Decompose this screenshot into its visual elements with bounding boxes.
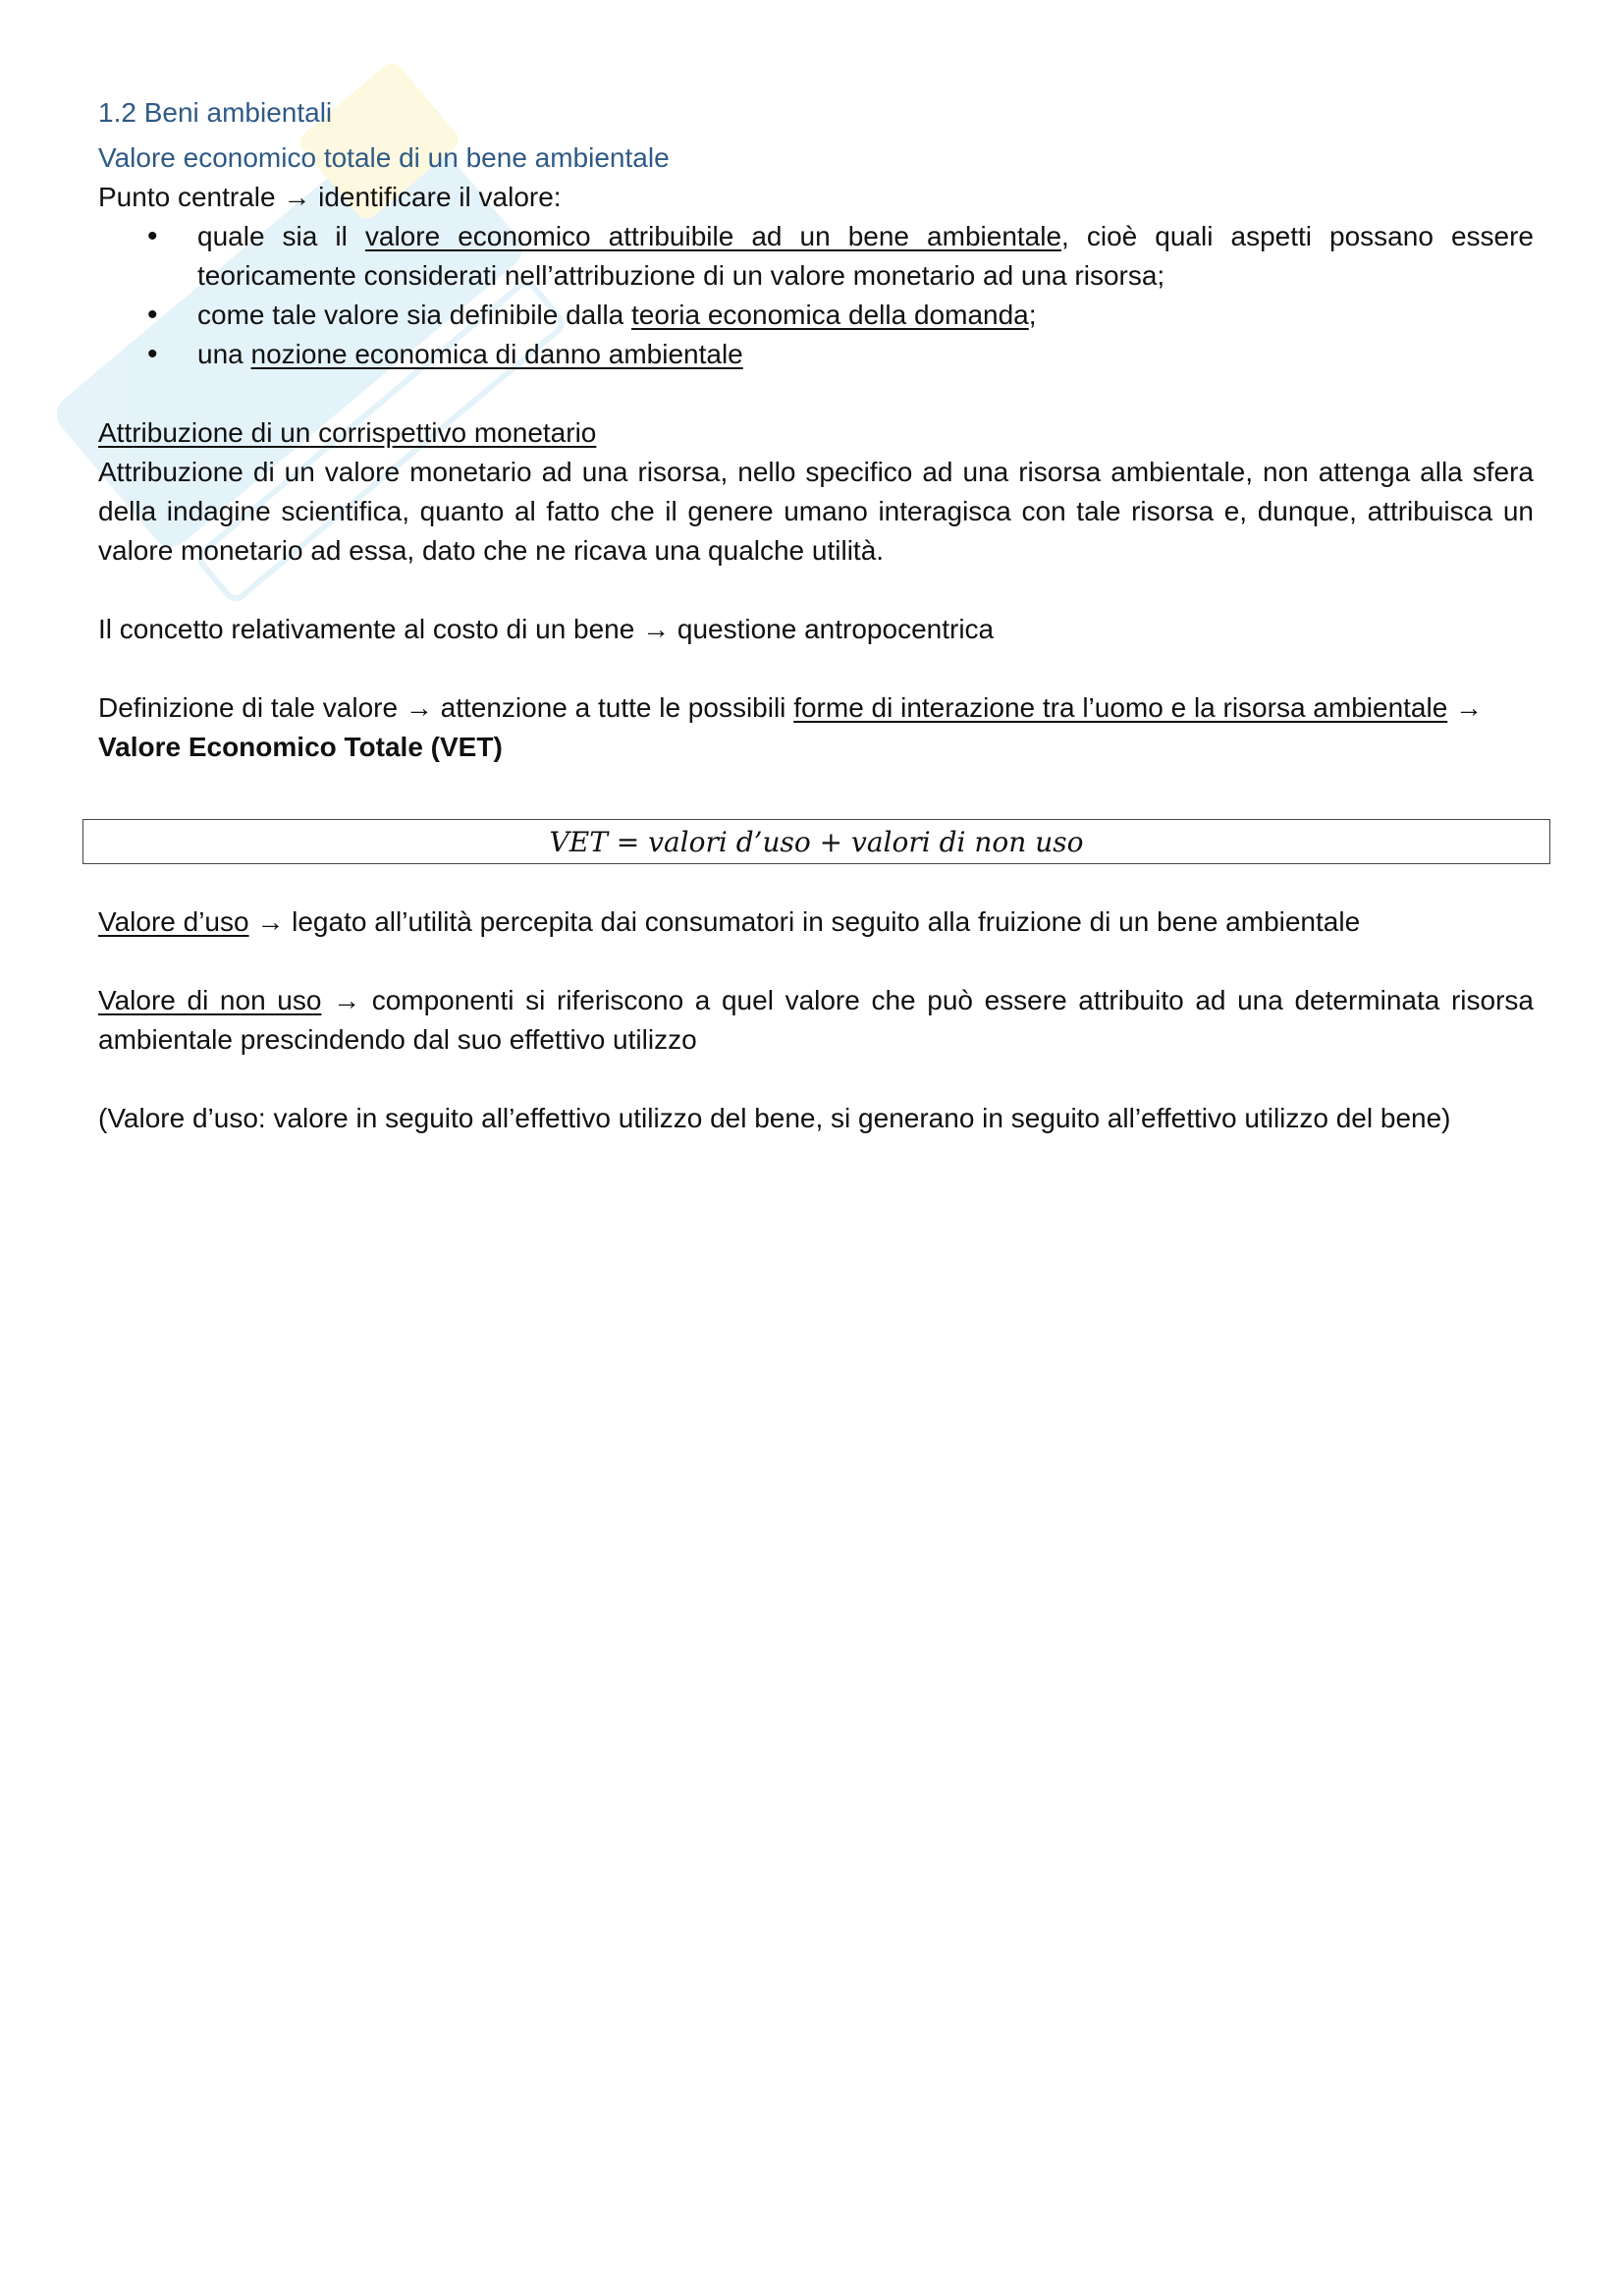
- vet-formula: VET = valori d’uso + valori di non uso: [549, 825, 1084, 858]
- intro-lead: Punto centrale → identificare il valore:: [98, 182, 562, 212]
- concetto-paragraph: Il concetto relativamente al costo di un bene → questione antropocentrica: [98, 614, 995, 644]
- valore-uso-paragraph: Valore d’uso → legato all’utilità percepita dai consumatori in seguito alla fruizione di un bene ambientale: [98, 906, 1361, 937]
- attribuzione-title: Attribuzione di un corrispettivo monetario: [98, 417, 597, 448]
- nota-paragraph: (Valore d’uso: valore in seguito all’effettivo utilizzo del bene, si generano in seguito all’effettivo utilizzo del bene): [98, 1103, 1451, 1133]
- definizione-paragraph: Definizione di tale valore → attenzione a tutte le possibili forme di interazione tra l’uomo e la risorsa ambientale → Valore Economico Totale (VET): [98, 692, 1484, 762]
- attribuzione-text: Attribuzione di un valore monetario ad una risorsa, nello specifico ad una risorsa ambientale, non attenga alla sfera della indagine scientifica, quanto al fatto che il genere umano interagisca con tale risorsa e, dunque, attribuisca un valore monetario ad essa, dato che ne ricava una qualche utilità.: [98, 457, 1534, 566]
- vet-formula-box: [82, 819, 1550, 864]
- definitions-block: [98, 902, 1534, 1138]
- list-item: • una nozione economica di danno ambientale: [98, 335, 1534, 374]
- document-body: [98, 93, 1534, 767]
- intro-bullet-list: [98, 217, 1534, 374]
- valore-non-uso-paragraph: Valore di non uso → componenti si riferiscono a quel valore che può essere attribuito ad una determinata risorsa ambientale prescindendo dal suo effettivo utilizzo: [98, 985, 1534, 1055]
- subsection-heading: Valore economico totale di un bene ambientale: [98, 142, 670, 173]
- list-item: • come tale valore sia definibile dalla teoria economica della domanda;: [98, 296, 1534, 335]
- list-item: • quale sia il valore economico attribuibile ad un bene ambientale, cioè quali aspetti possano essere teoricamente considerati nell’attribuzione di un valore monetario ad una risorsa;: [98, 217, 1534, 296]
- section-heading: 1.2 Beni ambientali: [98, 97, 333, 128]
